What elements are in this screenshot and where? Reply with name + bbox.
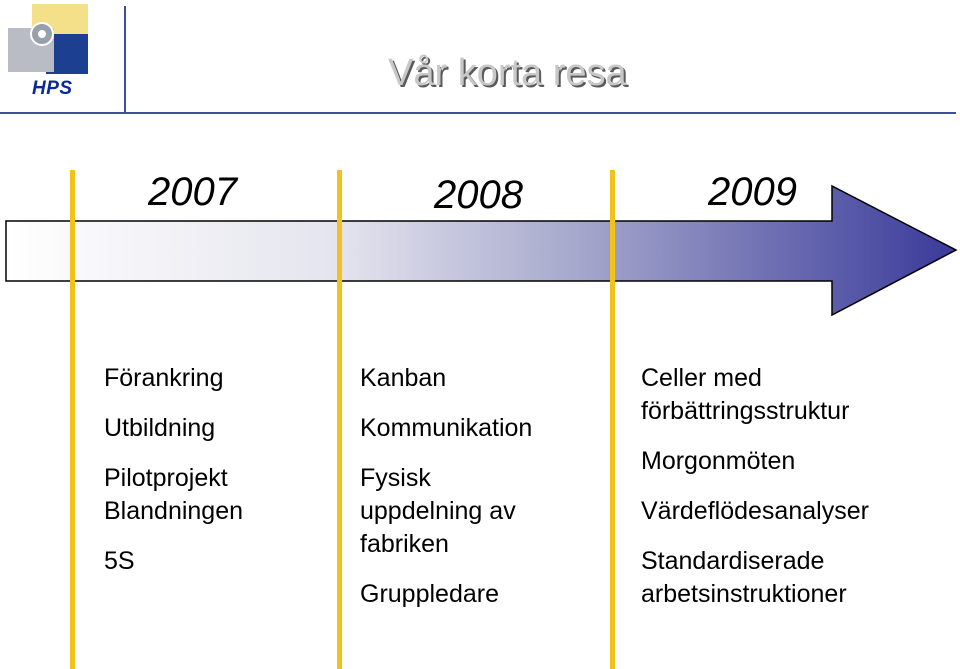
list-item: Kanban — [360, 364, 447, 392]
column-2009 — [641, 362, 869, 611]
list-item: Förankring — [104, 364, 224, 392]
list-item: Pilotprojekt Blandningen — [104, 464, 244, 525]
column-2007 — [104, 362, 243, 578]
list-item: Kommunikation — [360, 414, 533, 442]
list-item: Utbildning — [104, 414, 216, 442]
list-item: Fysisk uppdelning av fabriken — [360, 464, 516, 558]
year-label-2008: 2008 — [434, 173, 523, 217]
year-divider-2008 — [337, 170, 342, 669]
year-divider-2009 — [610, 170, 615, 669]
list-item: 5S — [104, 547, 135, 575]
list-item: Värdeflödesanalyser — [641, 497, 869, 525]
year-divider-2007 — [70, 170, 75, 669]
column-2008 — [360, 362, 532, 611]
logo-text: HPS — [32, 78, 73, 99]
list-item: Morgonmöten — [641, 447, 796, 475]
page-title: Vår korta resa — [388, 52, 627, 94]
list-item: Gruppledare — [360, 580, 499, 608]
year-label-2007: 2007 — [148, 170, 237, 214]
year-label-2009: 2009 — [708, 170, 797, 214]
list-item: Celler med förbättringsstruktur — [641, 364, 850, 425]
list-item: Standardiserade arbetsinstruktioner — [641, 547, 847, 608]
